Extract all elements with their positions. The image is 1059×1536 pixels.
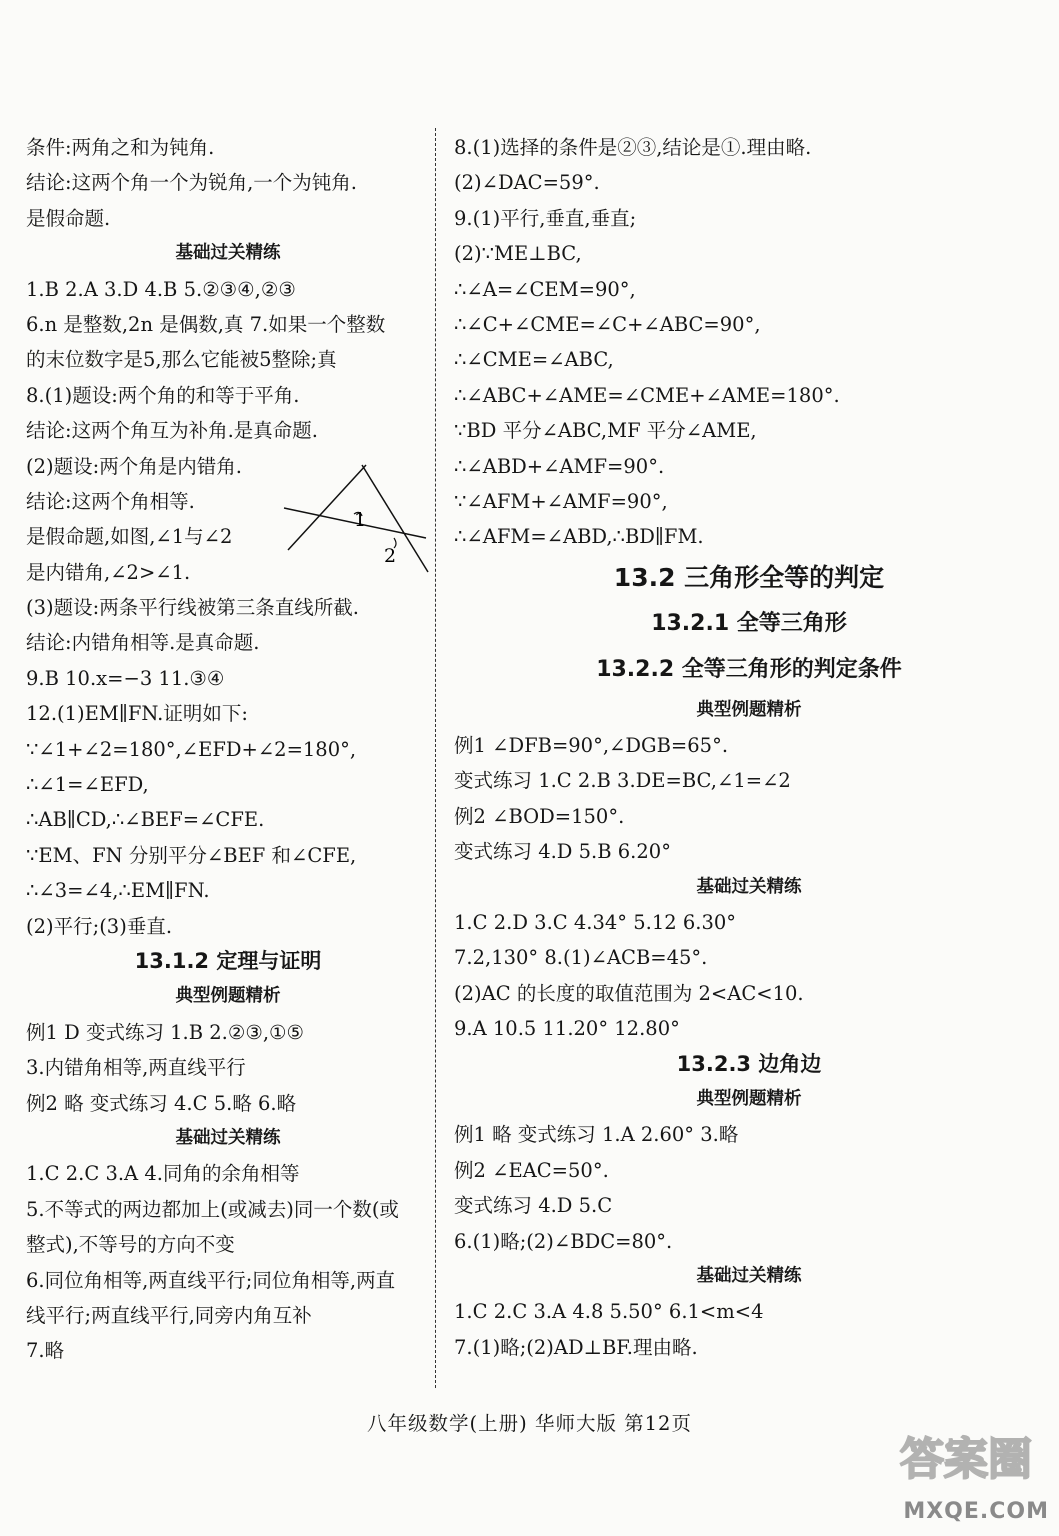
angle-2-label: 2 xyxy=(384,545,397,567)
right-text-line: 7.2,130° 8.(1)∠ACB=45°. xyxy=(454,946,708,970)
left-text-line: 的末位数字是5,那么它能被5整除;真 xyxy=(26,348,337,372)
right-heading: 13.2.1 全等三角形 xyxy=(651,610,847,636)
right-heading: 13.2 三角形全等的判定 xyxy=(613,562,885,592)
left-text-line: (3)题设:两条平行线被第三条直线所截. xyxy=(26,596,359,620)
left-text-line: 6.n 是整数,2n 是偶数,真 7.如果一个整数 xyxy=(26,312,386,336)
left-heading: 典型例题精析 xyxy=(175,986,281,1007)
left-heading: 13.1.2 定理与证明 xyxy=(134,948,322,973)
right-text-line: ∴∠C+∠CME=∠C+∠ABC=90°, xyxy=(454,312,761,336)
left-text-line: 1.C 2.C 3.A 4.同角的余角相等 xyxy=(26,1162,300,1186)
left-text-line: 条件:两角之和为钝角. xyxy=(26,136,215,159)
left-column xyxy=(26,130,430,1369)
left-text-line: 结论:这两个角相等. xyxy=(26,489,195,513)
right-text-line: ∴∠ABC+∠AME=∠CME+∠AME=180°. xyxy=(454,383,840,407)
left-text-line: 整式),不等号的方向不变 xyxy=(26,1233,235,1257)
right-heading: 基础过关精练 xyxy=(696,1265,802,1286)
left-text-line: (2)平行;(3)垂直. xyxy=(26,914,173,938)
left-text-line: 1.B 2.A 3.D 4.B 5.②③④,②③ xyxy=(26,277,296,301)
right-text-line: 例2 ∠BOD=150°. xyxy=(454,804,625,828)
left-text-line: ∴∠3=∠4,∴EM∥FN. xyxy=(26,879,210,903)
right-text-line: (2)AC 的长度的取值范围为 2<AC<10. xyxy=(454,981,804,1005)
watermark-domain: MXQE.COM xyxy=(903,1499,1049,1524)
left-text-line: 6.同位角相等,两直线平行;同位角相等,两直 xyxy=(26,1268,396,1292)
right-text-line: 8.(1)选择的条件是②③,结论是①.理由略. xyxy=(454,136,812,159)
left-heading: 基础过关精练 xyxy=(175,1127,281,1148)
left-text-line: (2)题设:两个角是内错角. xyxy=(26,454,242,478)
right-heading: 13.2.2 全等三角形的判定条件 xyxy=(596,656,902,682)
right-text-line: 1.C 2.C 3.A 4.8 5.50° 6.1<m<4 xyxy=(454,1300,764,1324)
left-text-line: 是内错角,∠2>∠1. xyxy=(26,560,191,584)
left-text-line: 是假命题,如图,∠1与∠2 xyxy=(26,525,233,549)
left-text-line: ∴AB∥CD,∴∠BEF=∠CFE. xyxy=(26,808,265,832)
left-text-line: ∵∠1+∠2=180°,∠EFD+∠2=180°, xyxy=(26,737,357,761)
angle-1-label: 1 xyxy=(354,509,367,531)
intersecting-lines-figure xyxy=(280,400,430,580)
left-text-line: 例2 略 变式练习 4.C 5.略 6.略 xyxy=(26,1091,297,1115)
left-text-line: 是假命题. xyxy=(26,206,111,230)
right-text-line: 7.(1)略;(2)AD⊥BF.理由略. xyxy=(454,1335,698,1359)
right-text-line: ∴∠AFM=∠ABD,∴BD∥FM. xyxy=(454,525,704,549)
right-heading: 典型例题精析 xyxy=(696,699,802,720)
right-text-line: 1.C 2.D 3.C 4.34° 5.12 6.30° xyxy=(454,911,737,935)
right-heading: 典型例题精析 xyxy=(696,1088,802,1109)
right-text-line: 6.(1)略;(2)∠BDC=80°. xyxy=(454,1229,673,1253)
left-heading: 基础过关精练 xyxy=(175,243,281,264)
left-text-line: 9.B 10.x=−3 11.③④ xyxy=(26,666,225,690)
line-b xyxy=(288,465,366,550)
right-text-line: 变式练习 4.D 5.B 6.20° xyxy=(454,840,671,864)
right-text-line: ∵BD 平分∠ABC,MF 平分∠AME, xyxy=(454,419,757,443)
page-footer: 八年级数学(上册) 华师大版 第12页 xyxy=(367,1412,692,1435)
left-text-line: 结论:这两个角互为补角.是真命题. xyxy=(26,419,318,443)
left-text-line: 结论:这两个角一个为锐角,一个为钝角. xyxy=(26,171,357,195)
right-text-line: 变式练习 1.C 2.B 3.DE=BC,∠1=∠2 xyxy=(454,769,791,793)
left-text-line: 5.不等式的两边都加上(或减去)同一个数(或 xyxy=(26,1197,399,1221)
right-text-line: 例2 ∠EAC=50°. xyxy=(454,1158,609,1182)
right-text-line: 例1 ∠DFB=90°,∠DGB=65°. xyxy=(454,734,729,758)
left-text-line: 8.(1)题设:两个角的和等于平角. xyxy=(26,383,300,407)
right-text-line: ∵∠AFM+∠AMF=90°, xyxy=(454,489,668,513)
left-text-line: 12.(1)EM∥FN.证明如下: xyxy=(26,702,248,726)
right-text-line: 9.(1)平行,垂直,垂直; xyxy=(454,206,637,230)
right-text-line: (2)∵ME⊥BC, xyxy=(454,242,582,266)
left-text-line: ∴∠1=∠EFD, xyxy=(26,773,149,797)
right-text-line: 9.A 10.5 11.20° 12.80° xyxy=(454,1017,680,1041)
right-text-line: 变式练习 4.D 5.C xyxy=(454,1194,613,1218)
left-text-line: 例1 D 变式练习 1.B 2.②③,①⑤ xyxy=(26,1020,304,1044)
left-text-line: ∵EM、FN 分别平分∠BEF 和∠CFE, xyxy=(26,843,357,867)
left-text-line: 线平行;两直线平行,同旁内角互补 xyxy=(26,1303,312,1327)
right-text-line: ∴∠A=∠CEM=90°, xyxy=(454,277,636,301)
left-text-line: 3.内错角相等,两直线平行 xyxy=(26,1056,246,1080)
right-text-line: ∴∠CME=∠ABC, xyxy=(454,348,614,372)
right-text-line: ∴∠ABD+∠AMF=90°. xyxy=(454,454,665,478)
right-column xyxy=(454,130,1044,1365)
column-divider xyxy=(435,128,436,1388)
right-text-line: 例1 略 变式练习 1.A 2.60° 3.略 xyxy=(454,1123,739,1147)
left-text-line: 结论:内错角相等.是真命题. xyxy=(26,631,260,655)
watermark-main-text: 答案圈 xyxy=(900,1434,1032,1485)
left-text-line: 7.略 xyxy=(26,1339,65,1363)
right-heading: 13.2.3 边角边 xyxy=(676,1051,822,1076)
right-heading: 基础过关精练 xyxy=(696,876,802,897)
right-text-line: (2)∠DAC=59°. xyxy=(454,171,600,195)
